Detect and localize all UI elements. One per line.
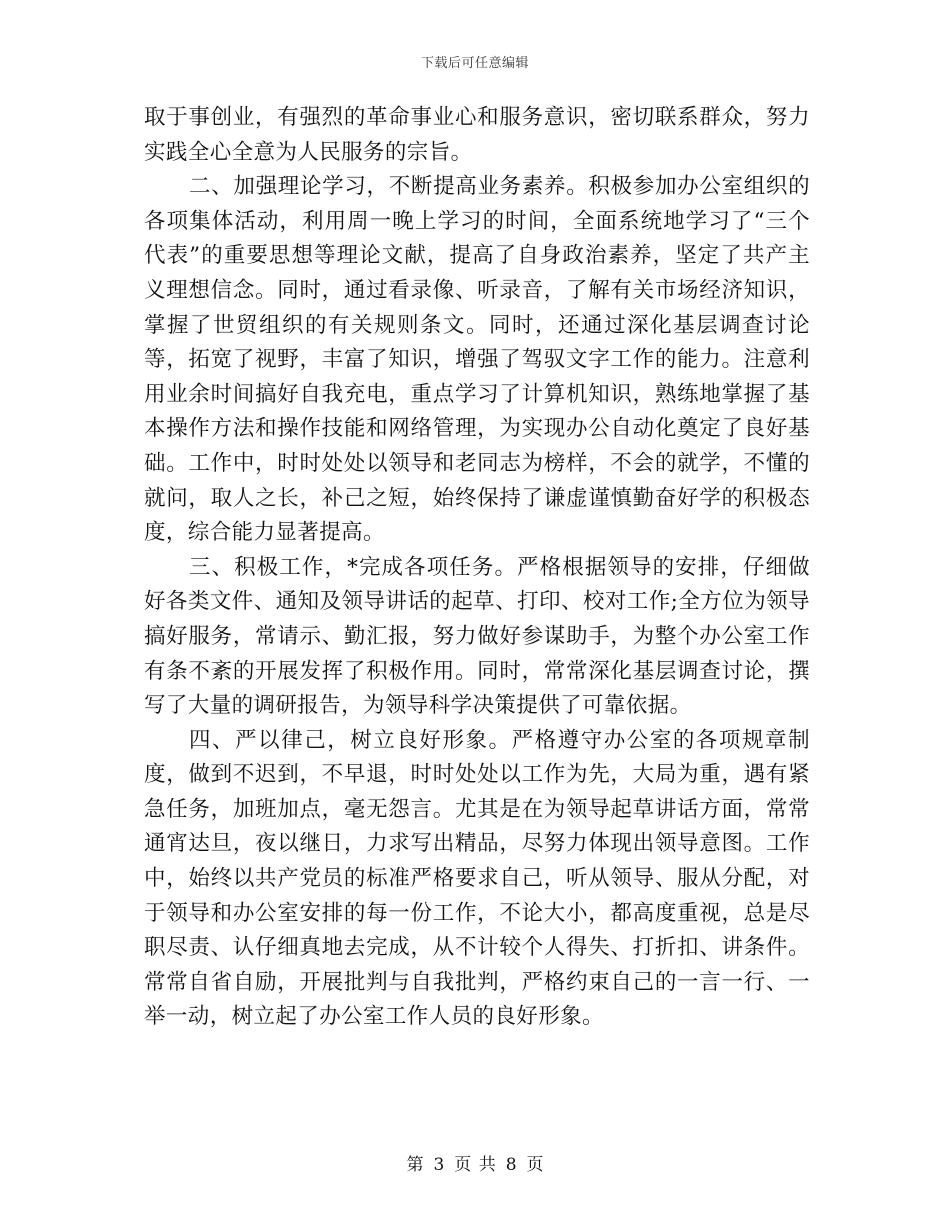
footer-prefix: 第 <box>406 1155 424 1175</box>
footer-middle: 页 共 <box>454 1155 496 1175</box>
paragraph-self-discipline: 四、严以律己，树立良好形象。严格遵守办公室的各项规章制度，做到不迟到，不早退，时时处处以工作为先，大局为重，遇有紧急任务，加班加点，毫无怨言。尤其是在为领导起草讲话方面，常常通宵达旦，夜以继日，力求写出精品，尽努力体现出领导意图。工作中，始终以共产党员的标准严格要求自己，听从领导、服从分配，对于领导和办公室安排的每一份工作，不论大小，都高度重视，总是尽职尽责、认仔细真地去完成，从不计较个人得失、打折扣、讲条件。常常自省自励，开展批判与自我批判，严格约束自己的一言一行、一举一动，树立起了办公室工作人员的良好形象。 <box>144 727 810 1030</box>
footer-page-number: 3 <box>433 1155 445 1175</box>
paragraph-active-work: 三、积极工作，*完成各项任务。严格根据领导的安排，仔细做好各类文件、通知及领导讲话的起草、打印、校对工作;全方位为领导搞好服务，常请示、勤汇报，努力做好参谋助手，为整个办公室工作有条不紊的开展发挥了积极作用。同时，常常深化基层调查讨论，撰写了大量的调研报告，为领导科学决策提供了可靠依据。 <box>144 554 810 719</box>
footer-suffix: 页 <box>526 1155 544 1175</box>
paragraph-continuation: 取于事创业，有强烈的革命事业心和服务意识，密切联系群众，努力实践全心全意为人民服务的宗旨。 <box>144 105 810 165</box>
page-header: 下载后可任意编辑 <box>420 56 529 71</box>
page-footer <box>0 1150 950 1175</box>
footer-total-pages: 8 <box>505 1155 517 1175</box>
document-body <box>144 101 810 1035</box>
paragraph-theory-study: 二、加强理论学习，不断提高业务素养。积极参加办公室组织的各项集体活动，利用周一晚上学习的时间，全面系统地学习了“三个代表”的重要思想等理论文献，提高了自身政治素养，坚定了共产主义理想信念。同时，通过看录像、听录音，了解有关市场经济知识，掌握了世贸组织的有关规则条文。同时，还通过深化基层调查讨论等，拓宽了视野，丰富了知识，增强了驾驭文字工作的能力。注意利用业余时间搞好自我充电，重点学习了计算机知识，熟练地掌握了基本操作方法和操作技能和网络管理，为实现办公自动化奠定了良好基础。工作中，时时处处以领导和老同志为榜样，不会的就学，不懂的就问，取人之长，补己之短，始终保持了谦虚谨慎勤奋好学的积极态度，综合能力显著提高。 <box>144 174 810 546</box>
